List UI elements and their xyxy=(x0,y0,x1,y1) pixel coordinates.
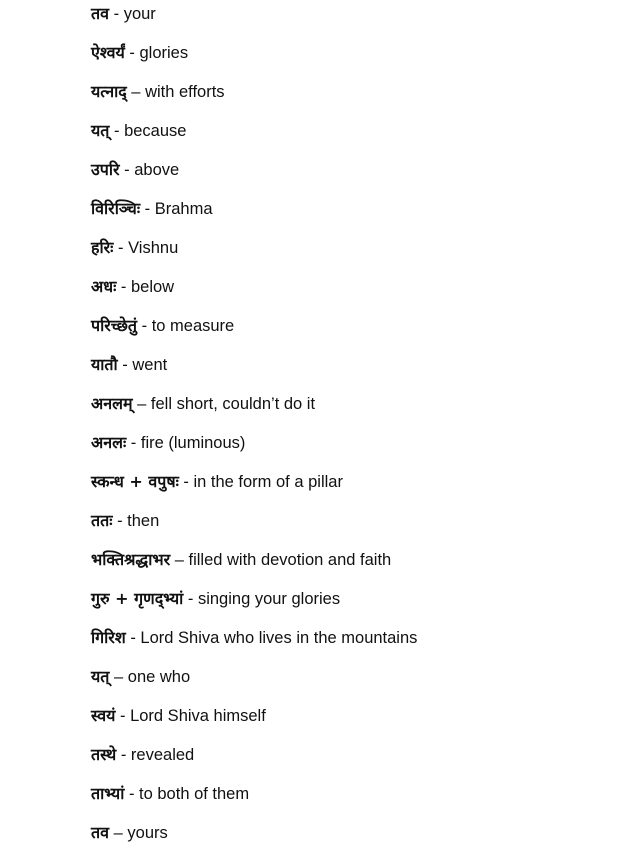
separator: - xyxy=(126,434,141,452)
english-meaning: Vishnu xyxy=(128,239,179,257)
separator: – xyxy=(170,551,189,569)
sanskrit-term: अधः xyxy=(91,277,117,296)
separator: - xyxy=(115,707,131,725)
sanskrit-term: ताभ्यां xyxy=(91,784,125,803)
separator: - xyxy=(178,473,194,491)
separator: - xyxy=(119,161,135,179)
sanskrit-term: यत् xyxy=(91,121,110,140)
separator: - xyxy=(116,746,131,764)
sanskrit-term: अनलः xyxy=(91,433,127,452)
english-meaning: above xyxy=(134,161,180,179)
english-meaning: fire (luminous) xyxy=(140,434,246,452)
sanskrit-term: परिच्छेतुं xyxy=(91,316,138,335)
english-meaning: in the form of a pillar xyxy=(193,473,343,491)
english-meaning: revealed xyxy=(130,746,195,764)
glossary-entry xyxy=(91,585,340,624)
english-meaning: fell short, couldn’t do it xyxy=(150,395,316,413)
sanskrit-term: विरिञ्चिः xyxy=(91,199,141,218)
english-meaning: Brahma xyxy=(154,200,213,218)
glossary-entry xyxy=(91,429,245,468)
separator: – xyxy=(109,668,128,686)
english-meaning: your xyxy=(123,5,156,23)
separator: - xyxy=(109,5,124,23)
glossary-entry xyxy=(91,117,186,156)
sanskrit-term: यातौ xyxy=(91,355,118,374)
glossary-entry xyxy=(91,390,315,429)
glossary-entry xyxy=(91,468,343,507)
separator: - xyxy=(124,44,140,62)
glossary-entry xyxy=(91,546,391,585)
glossary-entry xyxy=(91,312,234,351)
separator: - xyxy=(109,122,125,140)
separator: - xyxy=(140,200,155,218)
separator: - xyxy=(116,278,131,296)
glossary-entry xyxy=(91,780,249,819)
sanskrit-term: भक्तिश्रद्धाभर xyxy=(91,550,171,569)
glossary-entry xyxy=(91,156,179,195)
glossary-entry xyxy=(91,273,174,312)
sanskrit-term: यत् xyxy=(91,667,110,686)
english-meaning: to both of them xyxy=(139,785,250,803)
glossary-entry xyxy=(91,624,417,663)
separator: – xyxy=(132,395,151,413)
english-meaning: then xyxy=(127,512,160,530)
sanskrit-term: तव xyxy=(91,4,110,23)
sanskrit-term: अनलम् xyxy=(91,394,133,413)
english-meaning: with efforts xyxy=(145,83,225,101)
english-meaning: singing your glories xyxy=(197,590,341,608)
sanskrit-term: ततः xyxy=(91,511,113,530)
sanskrit-term: गुरु + गृणद्भ्यां xyxy=(91,589,184,608)
english-meaning: went xyxy=(132,356,168,374)
sanskrit-term: स्वयं xyxy=(91,706,116,725)
english-meaning: to measure xyxy=(151,317,235,335)
separator: – xyxy=(109,824,128,842)
sanskrit-term: यत्नाद् xyxy=(91,82,127,101)
english-meaning: because xyxy=(124,122,187,140)
separator: - xyxy=(137,317,152,335)
glossary-entry xyxy=(91,39,188,78)
english-meaning: filled with devotion and faith xyxy=(188,551,392,569)
sanskrit-term: गिरिश xyxy=(91,628,126,647)
separator: - xyxy=(112,512,128,530)
english-meaning: yours xyxy=(127,824,168,842)
glossary-entry xyxy=(91,351,167,390)
sanskrit-term: उपरि xyxy=(91,160,120,179)
glossary-entry xyxy=(91,663,190,702)
separator: - xyxy=(125,629,141,647)
separator: – xyxy=(126,83,146,101)
glossary-entry xyxy=(91,507,159,546)
sanskrit-term: हरिः xyxy=(91,238,114,257)
sanskrit-term: स्कन्ध + वपुषः xyxy=(91,472,179,491)
glossary-entry xyxy=(91,819,168,858)
glossary-entry xyxy=(91,741,194,780)
glossary-entry xyxy=(91,0,156,39)
separator: - xyxy=(117,356,133,374)
english-meaning: Lord Shiva who lives in the mountains xyxy=(140,629,418,647)
english-meaning: one who xyxy=(127,668,191,686)
english-meaning: Lord Shiva himself xyxy=(130,707,266,725)
sanskrit-term: ऐश्वर्यं xyxy=(91,43,125,62)
glossary-entry xyxy=(91,78,225,117)
separator: - xyxy=(183,590,198,608)
sanskrit-term: तव xyxy=(91,823,110,842)
sanskrit-term: तस्थे xyxy=(91,745,117,764)
separator: - xyxy=(113,239,129,257)
english-meaning: glories xyxy=(139,44,189,62)
english-meaning: below xyxy=(130,278,175,296)
glossary-entry xyxy=(91,702,266,741)
glossary-entry xyxy=(91,195,213,234)
separator: - xyxy=(124,785,140,803)
glossary-entry xyxy=(91,234,178,273)
